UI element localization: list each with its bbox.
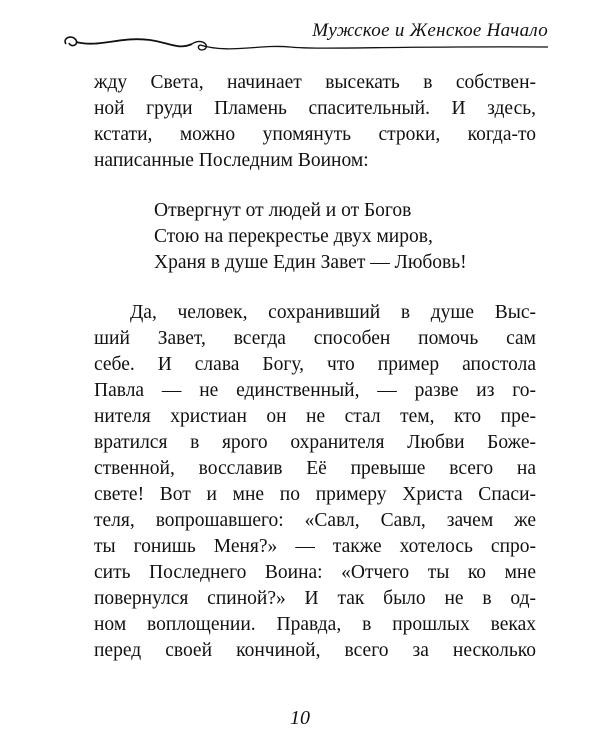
text-line: ший Завет, всегда способен помочь сам (94, 328, 536, 349)
text-line: ной груди Пламень спасительный. И здесь, (94, 98, 536, 119)
text-line: кстати, можно упомянуть строки, когда-то (94, 124, 536, 145)
text-line: ственной, восславив Её превыше всего на (94, 458, 536, 479)
text-line: повернулся спиной?» И так было не в од- (94, 588, 536, 609)
text-line: вратился в ярого охранителя Любви Боже- (94, 432, 536, 453)
verse-line: Отвергнут от людей и от Богов (154, 200, 412, 221)
verse-line: Стою на перекрестье двух миров, (154, 226, 433, 247)
text-line: нителя христиан он не стал тем, кто пре- (94, 406, 536, 427)
text-line: теля, вопрошавшего: «Савл, Савл, зачем же (94, 510, 536, 531)
text-line: ном воплощении. Правда, в прошлых веках (94, 614, 536, 635)
text-line: жду Света, начинает высекать в собствен- (94, 72, 536, 93)
text-line: Павла — не единственный, — разве из го- (94, 380, 536, 401)
running-header (60, 14, 550, 64)
page-body (94, 70, 536, 664)
text-line: себе. И слава Богу, что пример апостола (94, 354, 536, 375)
verse (94, 198, 536, 276)
text-line: сить Последнего Воина: «Отчего ты ко мне (94, 562, 536, 583)
text-line: Да, человек, сохранивший в душе Выс- (130, 302, 536, 323)
text-line: перед своей кончиной, всего за несколько (94, 640, 536, 661)
page-number: 10 (290, 707, 310, 729)
text-line: ты гонишь Меня?» — также хотелось спро- (94, 536, 536, 557)
paragraph (94, 70, 536, 174)
verse-line: Храня в душе Един Завет — Любовь! (154, 252, 467, 273)
text-line: написанные Последним Воином: (94, 150, 369, 171)
running-title: Мужское и Женское Начало (312, 20, 548, 41)
paragraph (94, 300, 536, 664)
text-line: свете! Вот и мне по примеру Христа Спаси- (94, 484, 536, 505)
